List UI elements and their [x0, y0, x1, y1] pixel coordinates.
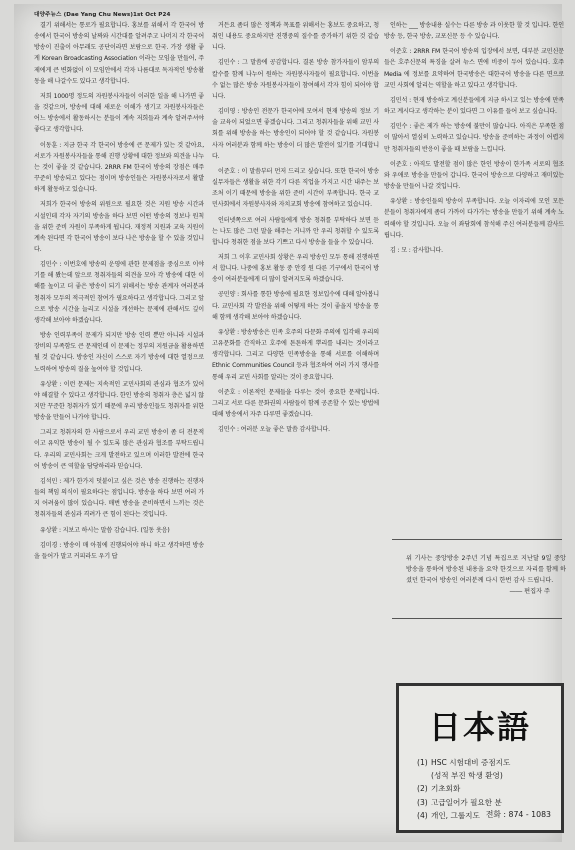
paragraph: 방송 인력부족이 문제가 되지만 방송 인력 뿐만 아니라 시설과 장비의 부족함도 큰 문제인데 이 문제는 정부의 지원금을 활용하면 될 것 같습니다. 방송인 자신이 스스로 자기 방송에 대한 열정으로 노력하여 방송의 질을 높여야 할 것입니다. [34, 332, 204, 373]
article-column-3 [384, 20, 564, 530]
paragraph: 저희 1000명 정도의 자원봉사자들이 이러한 일을 해 나가면 좋을 것같으며, 방송에 대해 새로운 이해가 생기고 자원봉사자들은 어느 방송에서 활동하시는 분들이 계속 저희들과 계속 알려주셔야 좋다고 생각합니다. [34, 92, 204, 134]
paragraph: 유상환 : 방송인들의 방송이 부족합니다. 오늘 이자리에 모인 모든 분들이 청취자에게 좀더 가까이 다가가는 방송을 만들기 위해 계속 노력해야 할 것입니다. 오늘 이 좌담회에 참석해 주신 여러분들께 감사드립니다. [384, 198, 564, 239]
paragraph: 이준호 : 이 말씀부터 먼저 드리고 싶습니다. 또한 한국어 방송 실무자들은 생활을 위한 각기 다른 직업을 가지고 시간 내주는 보조처 이기 때문에 방송을 위한 준비 시간이 부족합니다. 한국 교민사회에서 자원봉사자와 자치교회 방송에 참여하고 있습니다. [212, 167, 379, 209]
divider [392, 618, 562, 619]
paragraph: 인하는 ___ 방송내용 실수는 다른 방송 과 이웃한 할 것 입니다. 한인 방송 등, 한국 방송, 교포신문 등 수 있습니다. [384, 22, 564, 41]
paragraph: 김민수 : 그 말씀에 공감합니다. 결론 방송 참가자들이 암부의 칼수를 함께 나누어 원하는 자원봉사자들이 필요합니다. 이번을 수 없는 많은 방송 자원봉사자들이 참여해서 각자 힘이 되어야 합니다. [212, 59, 379, 100]
paragraph: 이동훈 : 지금 한국 각 한국어 방송에 큰 문제가 있는 것 같아요, 서로가 자원봉사자들을 통해 진행 상황에 대한 정보와 의견을 나누는 것이 좋을 것 같습니다. 2RRR FM 한국어 방송의 장점은 매주 꾸준히 방송되고 있다는 점이며 방송인들은 자원봉사자로서 활발하게 활동하고 있습니다. [34, 141, 204, 194]
paragraph: 저희 그 이후 교민사회 상황은 우리 방송인 모두 통해 진행하면서 합니다. 나중에 홍보 활동 중 안경 원 다른 기구에서 한국어 방송이 여러분들에게 더 많이 알려지도록 하겠습니다. [212, 253, 379, 284]
divider [392, 539, 562, 540]
page-header: 대양주뉴스 (Dae Yang Chu News)1st Oct P24 [34, 12, 171, 18]
paragraph: 거든요 좀더 많은 정책과 목표를 위해서는 홍보도 중요하고, 청취인 내용도 중요하지만 진행중의 질수를 증가하기 위한 것 같습니다. [212, 22, 379, 52]
paragraph: 유상환 : 지보고 하시는 말씀 감습니다. (일동 웃음) [40, 526, 170, 534]
ad-item: (3) 고급일어가 필요한 분 [417, 797, 502, 807]
paragraph: 김미경 : 방송이 매 아침에 진행되어야 하니 하고 생각하면 방송을 들어가 말고 커피라도 우기 답 [34, 541, 204, 560]
paragraph: 인터넷쪽으로 여러 사람들에게 방송 청취를 부탁하다 보면 듣는 나도 많은 그런 말을 해주는 거니까 안 우리 청취할 수 있도록 합니다 청취한 점을 보다 기쁘고 다시 방송을 들을 수 있습니다. [212, 216, 379, 246]
ad-phone: 전화 : 874 - 1083 [485, 810, 551, 819]
ad-item: (2) 기초회화 [417, 784, 461, 794]
japanese-lesson-ad [396, 683, 564, 833]
paragraph: 김민수 : 여러분 오늘 좋은 말씀 감사합니다. [218, 426, 330, 434]
paragraph: 결기 위해서는 통로가 필요합니다. 홍보를 위해서 각 한국어 방송에서 한국어 방송의 날짜와 시간대를 알려주고 나머지 각 한국어 방송이 진출이 아무래도 공단이라면 보람으로 한국. 가장 생활 좋게 Korean Broadcasting Association 이라는 모임을 만들어, 주제에게 큰 변화없이 이 모임안에서 각자 나름대로 독자적인 방송활동을 해 나갈수도 있다고 생각합니다. [34, 22, 204, 85]
paragraph: 김미영 : 방송인 전문가 한국어에 모여서 현재 방송의 정보 기술 교육이 되었으면 좋겠습니다. 그리고 청취자들을 위해 교민 사회를 위해 방송을 하는 방송인이 되어야 할 것 같습니다. 자원봉사자 여러분과 함께 하는 방송이 더 많은 발전이 있기를 기대합니다. [212, 108, 379, 160]
paragraph: 유상환 : 이런 문제는 지속적인 교민사회의 관심과 협조가 있어야 해결할 수 있다고 생각합니다. 한인 방송의 청취자 층은 넓지 않지만 꾸준한 청취자가 있기 때문에 우리 방송인들도 청취자를 위한 방송을 만들어 나가야 합니다. [34, 380, 204, 422]
paragraph: 이준호 : 아직도 발전할 점이 많은 한인 방송이 한가족 서로의 협조와 우애로 방송을 만들어 갑니다. 한국어 방송으로 다양하고 재미있는 방송을 만들어 나갈 것입니다. [384, 160, 564, 191]
ad-item: (성적 부진 학생 환영) [431, 771, 503, 781]
article-column-1 [34, 20, 204, 842]
paragraph: 김민석 : 현재 방송하고 계신분들에게 지금 하시고 있는 방송에 만족하고 계시다고 생각하는 분이 있다면 그 이유를 들어 보고 싶습니다. [384, 96, 564, 116]
paragraph: 김석민 : 제가 한가지 덧붙이고 싶은 것은 방송 진행하는 진행자들의 책임 의식이 필요하다는 점입니다. 방송을 하다 보면 여러 가지 어려움이 많이 있습니다. 매번 방송을 준비하면서 느끼는 것은 청취자들의 관심과 격려가 큰 힘이 된다는 것입니다. [34, 477, 204, 519]
paragraph: 공민양 : 회사를 통한 방송에 필요한 정보입수에 대해 알아봅니다. 교민사회 각 발전을 위해 어떻게 하는 것이 좋을지 방송을 통해 함께 생각해 보아야 하겠습니다. [212, 291, 379, 321]
ad-title: 日本語 [428, 708, 531, 746]
paragraph: 저희가 한국어 방송의 위원으로 필요한 것은 지원 방송 시간과 시설인데 각자 자기의 방송을 하다 보면 어떤 방송의 정보나 원칙을 위한 준비 자원이 부족하게 됩니다. 재정적 지원과 교육 지원이 계속 된다면 각 한국어 방송이 보다 나은 방송을 할 수 있을 것입니다. [34, 201, 204, 253]
editor-note-text: 위 기사는 중앙방송 2주년 기념 특집으로 지난달 9일 중앙방송을 통하여 방송된 내용을 요약 한것으로 자리를 함께 하셨던 한국어 방송인 여러분께 다시 한번 감사 드립니다. [406, 555, 566, 584]
ad-item: (4) 개인, 그룹지도 [417, 810, 480, 820]
paragraph: 김민수 : 좋은 제가 하는 방송에 불만이 많습니다. 아직은 부족한 점이 많아서 열심히 노력하고 있습니다. 방송을 준비하는 과정이 어렵지만 청취자들의 반응이 좋을 때 보람을 느낍니다. [384, 123, 564, 153]
paragraph: 김 : 모 : 감사합니다. [390, 246, 443, 254]
ad-item: (1) HSC 시험대비 증점지도 [417, 758, 511, 767]
editor-note-signature: ―― 편집자 주 [509, 588, 550, 595]
paragraph: 이준호 : 2RRR FM 한국어 방송의 입장에서 보면, 대부분 교민신문들은 호주신문의 특징을 살려 뉴스 면에 비중이 두어 있습니다. 호주 Media 에 정보를 요약하여 한국방송은 대한국어 방송을 다른 면으로 교민 사회에 알리는 역할을 하고 있다고 생각합니다. [384, 48, 564, 89]
paragraph: 그리고 청취자의 한 사람으로서 우리 교민 방송이 좀 더 전문적이고 유익한 방송이 될 수 있도록 많은 관심과 협조를 부탁드립니다. 우리의 교민사회는 크게 발전하고 있으며 이러한 발전에 한국어 방송이 큰 역할을 담당하리라 믿습니다. [34, 429, 204, 470]
paragraph: 유상환 : 방송방송은 민족 호주의 다문화 주의에 입각해 우리의 고유문화를 간직하고 호주에 튼튼하게 뿌리를 내리는 것이라고 생각합니다. 그리고 다양한 민족방송을 통해 서로를 이해하며 Ethnic Communities Council 등과 협조하여 여러 가지 행사를 통해 우리 교민 사회를 알리는 것이 중요합니다. [212, 328, 379, 381]
newspaper-page [14, 4, 566, 842]
editor-note [406, 553, 566, 597]
paragraph: 김민수 : 이번호에 방송의 운영에 관한 문제점을 중심으로 이야기를 해 봤는데 앞으로 청취자들의 의견을 모아 각 방송에 대한 이해를 높이고 더 좋은 방송이 되기 위해서는 방송 관계자 여러분과 청취자 모두의 적극적인 참여가 필요하다고 생각합니다. 그리고 앞으로 방송 시간을 늘리고 시설을 개선하는 문제에 관해서도 깊이 생각해 보아야 하겠습니다. [34, 261, 204, 324]
paragraph: 이준호 : 이론적인 문제들을 다루는 것이 중요한 문제입니다. 그리고 서로 다른 문화권의 사람들이 함께 공존할 수 있는 방법에 대해 방송에서 자주 다루면 좋겠습니다. [212, 388, 379, 418]
article-column-2 [212, 20, 379, 842]
